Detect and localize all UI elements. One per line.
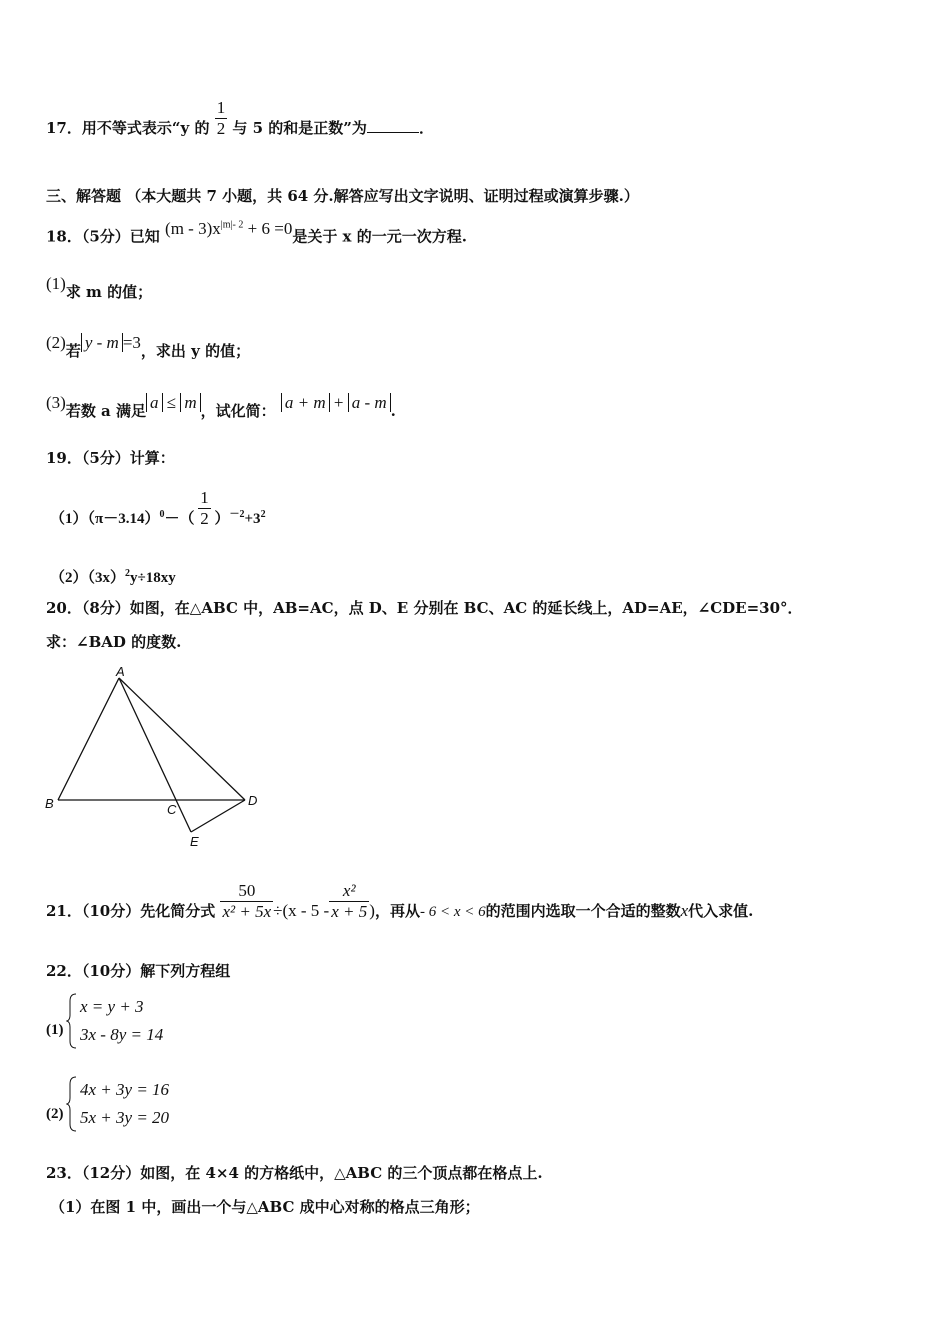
system-1: x = y + 3 3x - 8y = 14 xyxy=(80,997,164,1044)
label-c: C xyxy=(167,802,177,817)
fraction-x2-over: $\frac{\text{x²}}{x + 5}$ xyxy=(331,880,368,921)
equation: $(m - 3)x^{|m|- 2} + 6 =0$ xyxy=(165,218,293,238)
system-2: 4x + 3y = 16 5x + 3y = 20 xyxy=(80,1080,170,1127)
question-18-part-2: (2)若 y - m =3，求出 y 的值； xyxy=(46,333,251,360)
fraction-one-half: $\frac{1}{2}$ xyxy=(200,488,209,529)
label-a: A xyxy=(116,664,125,679)
question-18: 18．（5分）已知 $(m - 3)x^{|m|- 2} + 6 =0$是关于 x 的一元一次方程. xyxy=(46,218,467,246)
question-17: 17．用不等式表示“y 的 $\frac{1}{2}$ 与 5 的和是正数”为 ． xyxy=(46,97,434,138)
brace-icon xyxy=(66,1076,78,1132)
segment-ad xyxy=(119,678,245,800)
question-23-part-1: （1）在图 1 中，画出一个与△ABC 成中心对称的格点三角形； xyxy=(50,1198,480,1216)
question-22-part-2-label: (2) xyxy=(46,1106,64,1122)
segment-de xyxy=(191,800,245,832)
question-23: 23．（12分）如图，在 4×4 的方格纸中，△ABC 的三个顶点都在格点上. xyxy=(46,1164,543,1182)
question-21: 21．（10分）先化简分式 $\frac{50}{\text{x² + 5x}}$ ÷(x - 5 - $\frac{\text{x²}}{x + 5}$ )，再从- 6 < x < 6的范围内选取一个合适的整数x代入求值. xyxy=(46,880,754,921)
label-e: E xyxy=(190,834,199,849)
fraction-50-over: $\frac{50}{\text{x² + 5x}}$ xyxy=(222,880,272,921)
question-19: 19．（5分）计算： xyxy=(46,449,175,467)
question-18-part-3: (3)若数 a 满足 a ≤ m ，试化简： a + m + a - m . xyxy=(46,393,396,420)
question-22: 22．（10分）解下列方程组 xyxy=(46,962,231,980)
question-19-part-1: $(1)(\pi-3.14)^0-$（ $\frac{1}{2}$ ）$^{-2}+3^2$ xyxy=(50,488,266,529)
question-20: 20．（8分）如图，在△ABC 中，AB=AC，点 D、E 分别在 BC、AC 的延长线上，AD=AE，∠CDE=30°． xyxy=(46,599,803,617)
section-3-heading: 三、解答题 （本大题共 7 小题，共 64 分.解答应写出文字说明、证明过程或演算步骤.） xyxy=(46,187,639,205)
triangle-figure xyxy=(40,660,280,850)
brace-icon xyxy=(66,993,78,1049)
answer-blank xyxy=(367,118,419,133)
question-20-ask: 求：∠BAD 的度数. xyxy=(46,633,182,651)
label-b: B xyxy=(45,796,54,811)
question-22-part-1-label: (1) xyxy=(46,1022,64,1038)
question-18-part-1: (1)求 m 的值； xyxy=(46,274,153,301)
question-19-part-2: $(2)(3x)^2y\div 18xy$ xyxy=(50,568,176,586)
label-d: D xyxy=(248,793,258,808)
segment-ab xyxy=(58,678,119,800)
fraction-one-half: $\frac{1}{2}$ xyxy=(216,97,226,138)
segment-ae xyxy=(119,678,191,832)
